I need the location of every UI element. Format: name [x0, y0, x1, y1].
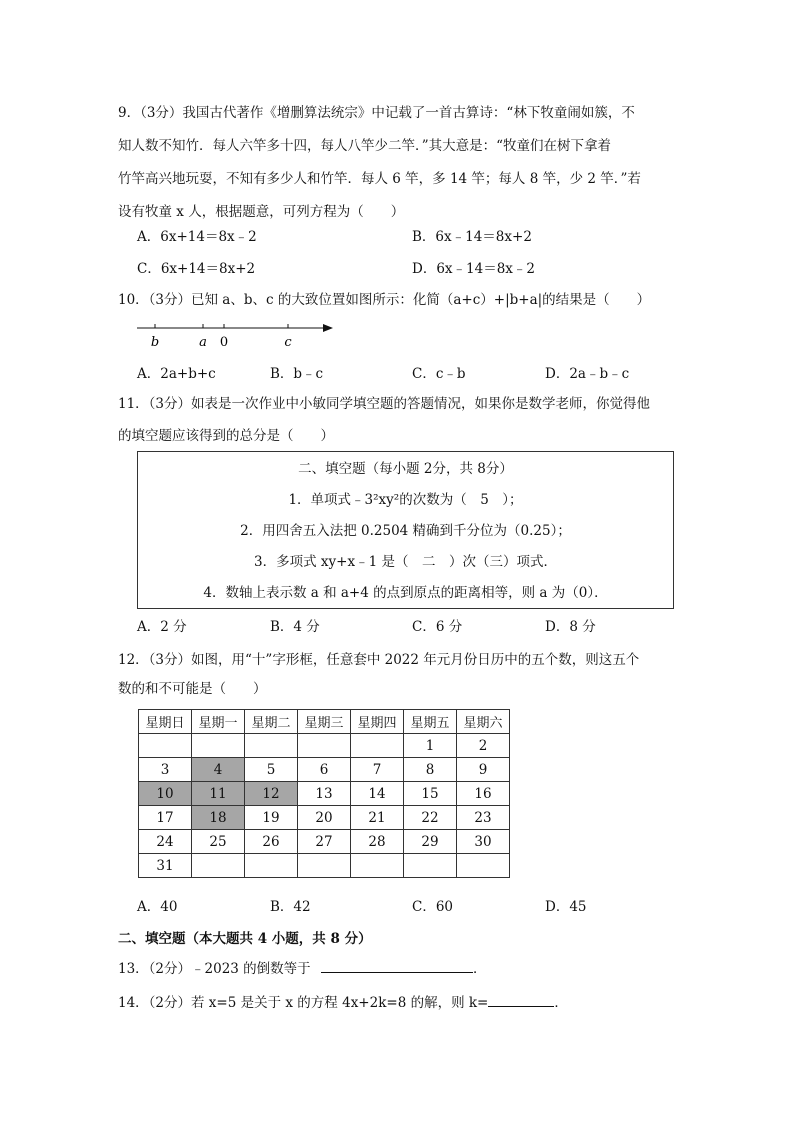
box-line-1: 二、填空题（每小题 2分，共 8分）: [298, 461, 513, 477]
q10-option-d: D．2a﹣b﹣c: [545, 366, 630, 382]
calendar-cell: [245, 854, 298, 878]
calendar-cell: [192, 854, 245, 878]
label-b: b: [150, 335, 160, 350]
calendar-cell: 31: [139, 854, 192, 878]
q11-option-c: C．6 分: [412, 619, 463, 635]
number-line-arrow-icon: [323, 324, 333, 332]
calendar-cell: [139, 734, 192, 758]
question-13: [118, 958, 486, 979]
q9-option-d: D．6x﹣14＝8x﹣2: [412, 261, 535, 277]
q12-option-a: A．40: [137, 899, 178, 915]
calendar-header: 星期五: [404, 710, 457, 734]
question-14-text: 14．（2分）若 x=5 是关于 x 的方程 4x+2k=8 的解，则 k=: [118, 995, 489, 1011]
calendar-cell: 28: [351, 830, 404, 854]
answer-blank-13[interactable]: [321, 958, 473, 973]
calendar-table: [138, 709, 510, 878]
calendar-cell: 29: [404, 830, 457, 854]
question-12-line-1: 12．（3分）如图，用“十”字形框，任意套中 2022 年元月份日历中的五个数，则这五个: [118, 652, 640, 668]
calendar-row: [139, 782, 510, 806]
calendar-cell: 10: [139, 782, 192, 806]
calendar-cell: 18: [192, 806, 245, 830]
calendar-header: 星期一: [192, 710, 245, 734]
calendar-cell: [245, 734, 298, 758]
calendar-cell: 12: [245, 782, 298, 806]
calendar-cell: 8: [404, 758, 457, 782]
question-10-text: 10．（3分）已知 a、b、c 的大致位置如图所示：化简（a+c）+|b+a|的结果是（ ）: [118, 292, 651, 308]
calendar-cell: [457, 854, 510, 878]
question-9-line-4: 设有牧童 x 人，根据题意，可列方程为（ ）: [118, 204, 405, 220]
q11-option-b: B．4 分: [270, 619, 320, 635]
question-13-end: ．: [472, 961, 487, 977]
calendar-cell: 15: [404, 782, 457, 806]
calendar-cell: 2: [457, 734, 510, 758]
box-line-3: 2．用四舍五入法把 0.2504 精确到千分位为（0.25）；: [240, 523, 571, 539]
box-line-4: 3．多项式 xy+x﹣1 是（ 二 ）次（三）项式．: [254, 554, 557, 570]
answer-blank-14[interactable]: [488, 992, 554, 1007]
calendar-cell: 14: [351, 782, 404, 806]
calendar-cell: 17: [139, 806, 192, 830]
calendar-cell: 20: [298, 806, 351, 830]
q10-option-b: B．b﹣c: [270, 366, 324, 382]
calendar-cell: [298, 734, 351, 758]
calendar-header: 星期四: [351, 710, 404, 734]
calendar-row: [139, 758, 510, 782]
q12-option-b: B．42: [270, 899, 311, 915]
calendar-row: [139, 854, 510, 878]
calendar-cell: 25: [192, 830, 245, 854]
question-14: [118, 992, 568, 1013]
box-line-5: 4．数轴上表示数 a 和 a+4 的点到原点的距离相等，则 a 为（0）．: [203, 585, 608, 601]
calendar-cell: 16: [457, 782, 510, 806]
calendar-row: [139, 734, 510, 758]
question-11-line-2: 的填空题应该得到的总分是（ ）: [118, 428, 334, 444]
q9-option-b: B．6x﹣14＝8x+2: [412, 229, 532, 245]
calendar-cell: [192, 734, 245, 758]
q9-option-a: A．6x+14＝8x﹣2: [137, 229, 257, 245]
question-12-line-2: 数的和不可能是（ ）: [118, 681, 267, 697]
label-0: 0: [219, 335, 229, 350]
calendar-cell: 21: [351, 806, 404, 830]
question-13-text: 13．（2分）﹣2023 的倒数等于: [118, 961, 311, 977]
question-9-line-2: 知人数不知竹．每人六竿多十四，每人八竿少二竿．”其大意是：“牧童们在树下拿着: [118, 138, 612, 154]
question-9-line-3: 竹竿高兴地玩耍，不知有多少人和竹竿．每人 6 竿，多 14 竿；每人 8 竿，少 2 竿．”若: [118, 171, 641, 187]
calendar-cell: 27: [298, 830, 351, 854]
question-11-line-1: 11．（3分）如表是一次作业中小敏同学填空题的答题情况，如果你是数学老师，你觉得他: [118, 396, 651, 412]
calendar-header: 星期六: [457, 710, 510, 734]
q11-option-d: D．8 分: [545, 619, 596, 635]
q10-option-a: A．2a+b+c: [137, 366, 216, 382]
q10-option-c: C．c﹣b: [412, 366, 466, 382]
calendar-header: 星期二: [245, 710, 298, 734]
label-a: a: [199, 335, 207, 350]
calendar-cell: 11: [192, 782, 245, 806]
question-14-end: ．: [554, 995, 568, 1011]
q11-option-a: A．2 分: [137, 619, 187, 635]
calendar-cell: 7: [351, 758, 404, 782]
calendar-cell: 5: [245, 758, 298, 782]
q9-option-c: C．6x+14＝8x+2: [137, 261, 256, 277]
calendar-cell: 6: [298, 758, 351, 782]
calendar-row: [139, 806, 510, 830]
section-2-title: 二、填空题（本大题共 4 小题，共 8 分）: [118, 931, 372, 947]
calendar-cell: 9: [457, 758, 510, 782]
calendar-cell: 19: [245, 806, 298, 830]
calendar-cell: 13: [298, 782, 351, 806]
calendar-header: 星期日: [139, 710, 192, 734]
q12-option-d: D．45: [545, 899, 587, 915]
calendar-cell: 26: [245, 830, 298, 854]
calendar-cell: 3: [139, 758, 192, 782]
calendar-cell: [351, 734, 404, 758]
calendar-cell: 30: [457, 830, 510, 854]
calendar-header-row: [139, 710, 510, 734]
calendar-cell: 24: [139, 830, 192, 854]
calendar-cell: [351, 854, 404, 878]
calendar-cell: [404, 854, 457, 878]
q12-option-c: C．60: [412, 899, 454, 915]
calendar-cell: 23: [457, 806, 510, 830]
calendar-cell: 1: [404, 734, 457, 758]
calendar-cell: 22: [404, 806, 457, 830]
student-answer-box: [137, 451, 674, 609]
calendar-cell: [298, 854, 351, 878]
calendar-header: 星期三: [298, 710, 351, 734]
question-9-line-1: 9．（3分）我国古代著作《增删算法统宗》中记载了一首古算诗：“林下牧童闹如簇，不: [118, 105, 635, 121]
box-line-2: 1．单项式﹣3²xy²的次数为（ 5 ）；: [288, 492, 523, 508]
calendar-cell: 4: [192, 758, 245, 782]
label-c: c: [284, 335, 292, 350]
calendar-row: [139, 830, 510, 854]
number-line-figure: [135, 318, 340, 350]
